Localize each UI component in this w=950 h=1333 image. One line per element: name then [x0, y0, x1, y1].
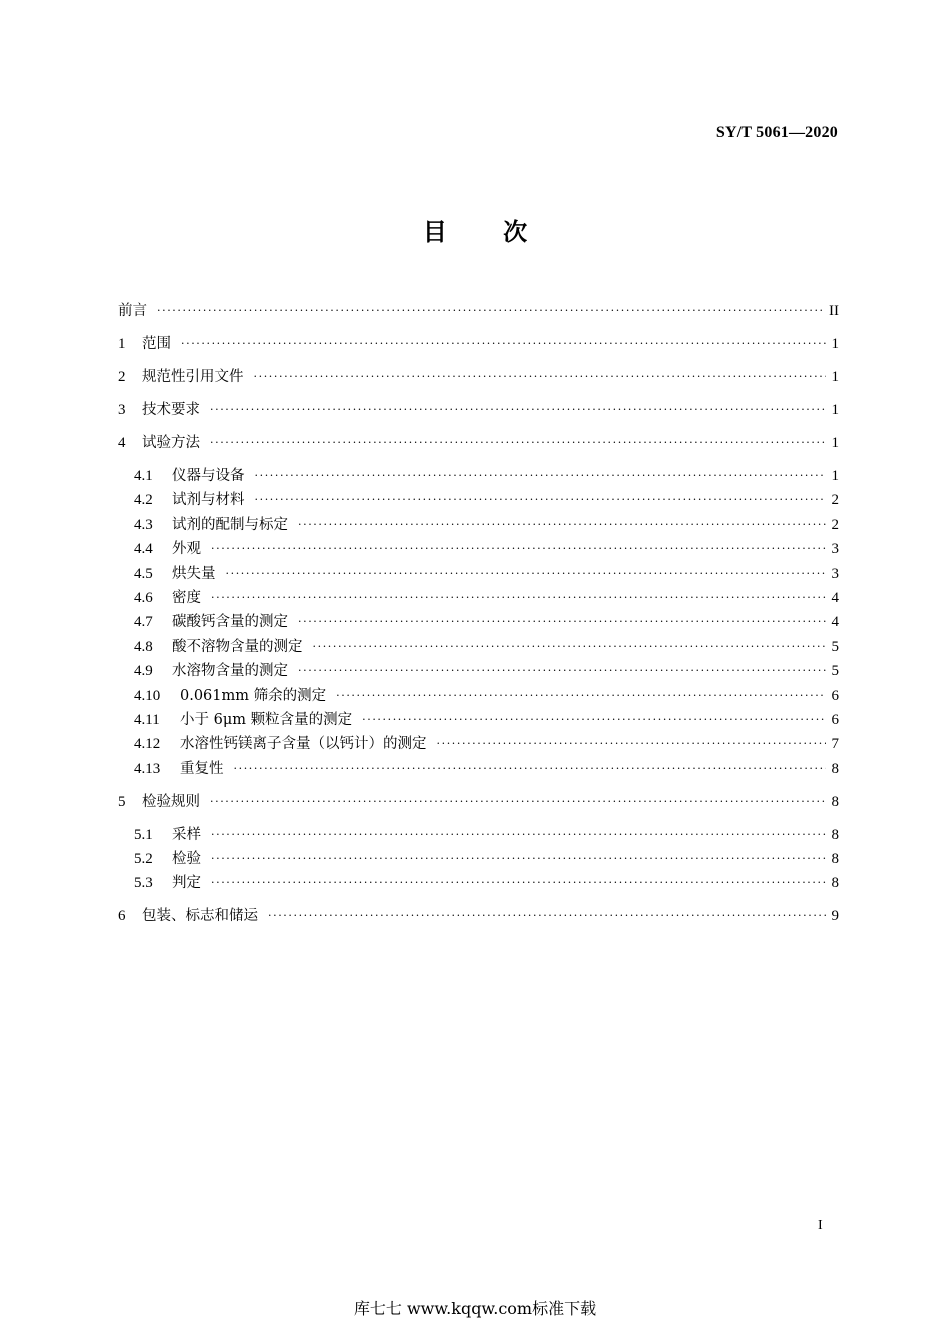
toc-entry-number: 4.3	[134, 516, 153, 533]
toc-dot-leader	[211, 850, 826, 868]
toc-entry[interactable]	[118, 793, 839, 811]
toc-entry-number: 4.13	[134, 760, 161, 777]
toc-entry-title: 密度	[172, 589, 201, 606]
toc-dot-leader	[255, 467, 826, 485]
toc-entry-page: 8	[831, 793, 839, 810]
toc-entry-title: 试验方法	[142, 435, 200, 451]
toc-entry-number: 5	[118, 793, 126, 810]
toc-entry-page: 2	[831, 516, 839, 533]
toc-entry-number: 4.10	[134, 687, 161, 704]
toc-entry-page: 6	[831, 711, 839, 728]
toc-dot-leader	[268, 907, 826, 925]
toc-entry-page: 8	[831, 851, 839, 868]
toc-entry-number: 6	[118, 908, 126, 925]
toc-entry-number: 4.4	[134, 541, 153, 558]
toc-dot-leader	[255, 491, 826, 509]
toc-entry-title: 试剂与材料	[172, 492, 245, 509]
title-char-2: 次	[503, 218, 528, 246]
toc-entry-number: 4.7	[134, 614, 153, 631]
toc-entry[interactable]	[118, 302, 839, 320]
toc-entry-title: 水溶物含量的测定	[172, 663, 288, 680]
toc-entry-page: 8	[831, 760, 839, 777]
toc-entry-page: 1	[831, 402, 839, 418]
toc-dot-leader	[210, 793, 826, 811]
toc-dot-leader	[210, 401, 826, 419]
toc-entry-title: 规范性引用文件	[142, 369, 244, 385]
toc-dot-leader	[362, 711, 825, 729]
toc-entry[interactable]	[118, 874, 839, 892]
page-title	[0, 212, 950, 247]
toc-entry-title: 0.061mm 筛余的测定	[180, 687, 327, 704]
toc-entry-title: 仪器与设备	[172, 468, 245, 484]
toc-entry-page: 3	[831, 541, 839, 558]
toc-entry-page: 1	[831, 435, 839, 451]
toc-entry[interactable]	[118, 850, 839, 868]
toc-entry-page: 5	[831, 638, 839, 655]
toc-entry[interactable]	[118, 662, 839, 680]
toc-entry-number: 4	[118, 435, 126, 451]
toc-entry[interactable]	[118, 434, 839, 452]
toc-entry[interactable]	[118, 335, 839, 353]
toc-entry-page: 4	[831, 614, 839, 631]
toc-entry-number: 4.2	[134, 492, 153, 509]
toc-entry-number: 2	[118, 369, 126, 385]
toc-entry-title: 烘失量	[172, 565, 216, 582]
toc-entry[interactable]	[118, 760, 839, 778]
toc-entry[interactable]	[118, 516, 839, 534]
toc-entry[interactable]	[118, 589, 839, 607]
toc-entry[interactable]	[118, 613, 839, 631]
toc-entry[interactable]	[118, 491, 839, 509]
toc-entry-title: 检验规则	[142, 793, 200, 810]
toc-entry-page: 8	[831, 826, 839, 843]
toc-entry-title: 碳酸钙含量的测定	[172, 614, 288, 631]
toc-dot-leader	[298, 613, 826, 631]
toc-entry[interactable]	[118, 826, 839, 844]
toc-entry[interactable]	[118, 467, 839, 485]
toc-entry[interactable]	[118, 401, 839, 419]
toc-entry-title: 重复性	[180, 760, 224, 777]
toc-entry[interactable]	[118, 735, 839, 753]
toc-entry-page: 5	[831, 663, 839, 680]
toc-entry-page: 1	[831, 468, 839, 484]
toc-dot-leader	[336, 687, 825, 705]
toc-entry-number: 5.3	[134, 875, 153, 892]
toc-dot-leader	[181, 335, 826, 353]
toc-entry-number: 5.1	[134, 826, 153, 843]
toc-entry-title: 试剂的配制与标定	[172, 516, 288, 533]
toc-dot-leader	[211, 540, 826, 558]
toc-entry-number: 4.8	[134, 638, 153, 655]
toc-entry-page: II	[829, 303, 839, 319]
toc-entry-title: 小于 6μm 颗粒含量的测定	[180, 711, 353, 728]
toc-entry-page: 6	[831, 687, 839, 704]
toc-entry[interactable]	[118, 711, 839, 729]
toc-entry-title: 采样	[172, 826, 201, 843]
toc-entry[interactable]	[118, 540, 839, 558]
toc-dot-leader	[234, 760, 826, 778]
toc-entry-title: 外观	[172, 541, 201, 558]
toc-entry[interactable]	[118, 638, 839, 656]
toc-dot-leader	[313, 638, 826, 656]
toc-entry-page: 1	[831, 336, 839, 352]
toc-dot-leader	[437, 735, 826, 753]
toc-entry-page: 8	[831, 875, 839, 892]
table-of-contents	[118, 302, 839, 940]
toc-entry-title: 前言	[118, 303, 147, 319]
toc-dot-leader	[211, 826, 826, 844]
toc-dot-leader	[157, 302, 823, 320]
toc-entry-page: 1	[831, 369, 839, 385]
toc-dot-leader	[211, 874, 826, 892]
toc-entry-title: 检验	[172, 851, 201, 868]
toc-dot-leader	[210, 434, 826, 452]
toc-entry-title: 技术要求	[142, 402, 200, 418]
toc-entry[interactable]	[118, 907, 839, 925]
toc-entry-number: 3	[118, 402, 126, 418]
page-number: I	[818, 1218, 823, 1233]
title-char-1: 目	[422, 218, 447, 246]
toc-entry-number: 4.5	[134, 565, 153, 582]
toc-entry[interactable]	[118, 687, 839, 705]
footer-watermark: 库七七 www.kqqw.com标准下载	[353, 1299, 597, 1318]
toc-dot-leader	[254, 368, 826, 386]
toc-entry[interactable]	[118, 565, 839, 583]
toc-dot-leader	[211, 589, 826, 607]
toc-dot-leader	[298, 516, 826, 534]
toc-entry-title: 判定	[172, 875, 201, 892]
toc-entry-number: 4.9	[134, 663, 153, 680]
toc-entry-page: 4	[831, 589, 839, 606]
toc-entry-title: 范围	[142, 336, 171, 352]
toc-entry-number: 4.6	[134, 589, 153, 606]
toc-entry-page: 7	[831, 736, 839, 753]
toc-entry-title: 包装、标志和储运	[142, 908, 258, 925]
toc-entry-number: 4.1	[134, 468, 153, 484]
toc-entry-page: 9	[831, 908, 839, 925]
toc-entry-title: 酸不溶物含量的测定	[172, 638, 303, 655]
toc-entry-page: 2	[831, 492, 839, 509]
toc-entry[interactable]	[118, 368, 839, 386]
toc-dot-leader	[226, 565, 826, 583]
standard-code: SY/T 5061—2020	[715, 124, 838, 141]
toc-dot-leader	[298, 662, 826, 680]
toc-entry-number: 4.11	[134, 711, 160, 728]
toc-entry-number: 4.12	[134, 736, 161, 753]
toc-entry-page: 3	[831, 565, 839, 582]
toc-entry-title: 水溶性钙镁离子含量（以钙计）的测定	[180, 736, 427, 753]
toc-entry-number: 1	[118, 336, 126, 352]
toc-entry-number: 5.2	[134, 851, 153, 868]
